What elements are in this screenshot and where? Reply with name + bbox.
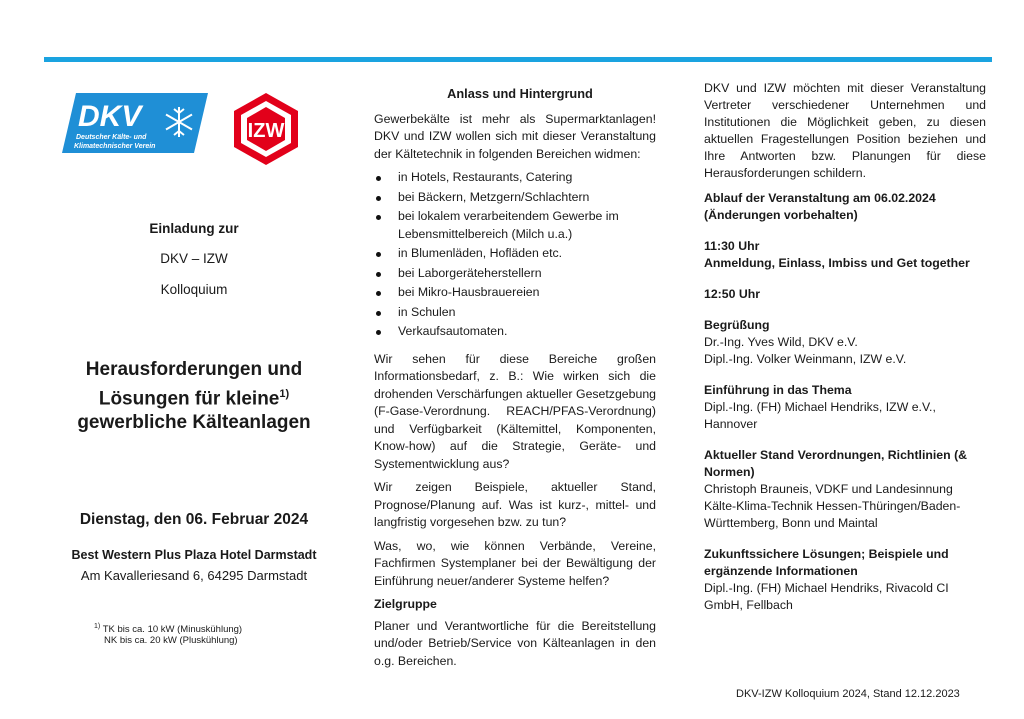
- paragraph-support: Was, wo, wie können Verbände, Vereine, Fachfirmen Systemplaner bei der Bewältigung der Einführung neuer/anderer Systeme helfen?: [374, 538, 656, 588]
- agenda-speaker: Dipl.-Ing. (FH) Michael Hendriks, IZW e.V., Hannover: [704, 400, 936, 431]
- svg-text:DKV: DKV: [78, 100, 142, 133]
- event-address: Am Kavalleriesand 6, 64295 Darmstadt: [80, 568, 308, 583]
- svg-text:Deutscher Kälte- und: Deutscher Kälte- und: [76, 134, 147, 141]
- bullet-icon: [376, 272, 381, 277]
- invitation-event-type: Kolloquium: [160, 282, 228, 297]
- sector-list: [374, 169, 656, 341]
- list-item: Verkaufsautomaten.: [374, 323, 656, 341]
- list-item: in Schulen: [374, 304, 656, 322]
- invitation-title: Einladung zur: [149, 221, 239, 236]
- event-venue: Best Western Plus Plaza Hotel Darmstadt: [71, 548, 317, 562]
- column-right: [704, 80, 986, 628]
- bullet-icon: [376, 311, 381, 316]
- agenda-speaker: Dipl.-Ing. Volker Weinmann, IZW e.V.: [704, 352, 907, 366]
- bullet-icon: [376, 215, 381, 220]
- paragraph-information-need: Wir sehen für diese Bereiche großen Informationsbedarf, z. B.: Wie wirken sich die drohenden Verschärfungen aktueller Gesetzgebung (F-Gase-Verordnung. REACH/PFAS-Verordnung) und Verfügbarkeit (Kältemittel, Komponenten, Know-how) auf die Strategie, Geräte- und Systementwicklung aus?: [374, 351, 656, 471]
- bullet-icon: [376, 252, 381, 257]
- agenda-item-solutions: [704, 546, 986, 614]
- bullet-icon: [376, 291, 381, 296]
- bullet-icon: [376, 176, 381, 181]
- izw-logo: [233, 92, 299, 166]
- event-headline: Herausforderungen und Lösungen für kleine$^{1)}$ gewerbliche Kälteanlagen: [77, 359, 311, 434]
- invitation-organizers: DKV – IZW: [160, 251, 228, 266]
- agenda-item-regulations: [704, 447, 986, 532]
- bullet-icon: [376, 196, 381, 201]
- footnote-line-1: $^{1)}$ TK bis ca. 10 kW (Minuskühlung): [94, 623, 243, 636]
- agenda-speaker: Dipl.-Ing. (FH) Michael Hendriks, Rivacold CI GmbH, Fellbach: [704, 581, 949, 612]
- schedule-time: 12:50 Uhr: [704, 287, 761, 301]
- target-group-heading: Zielgruppe: [374, 597, 437, 611]
- paragraph-examples: Wir zeigen Beispiele, aktueller Stand, Prognose/Planung auf. Was ist kurz-, mittel- und langfristig vorgesehen bzw. zu tun?: [374, 480, 656, 529]
- agenda-item-title: Zukunftssichere Lösungen; Beispiele und ergänzende Informationen: [704, 547, 949, 578]
- bullet-icon: [376, 330, 381, 335]
- list-item: bei Mikro-Hausbrauereien: [374, 284, 656, 302]
- intro-paragraph-right: DKV und IZW möchten mit dieser Veranstaltung Vertreter verschiedener Unternehmen und Institutionen die Möglichkeit geben, zu diesen aktuellen Fragestellungen Position beziehen und Ihre Antworten bzw. Planungen für diese Herausforderungen schildern.: [704, 81, 986, 180]
- schedule-time: 11:30 Uhr: [704, 239, 760, 253]
- top-accent-bar: [44, 57, 992, 62]
- agenda-speaker: Christoph Brauneis, VDKF und Landesinnung Kälte-Klima-Technik Hessen-Thüringen/Baden-Württemberg, Bonn und Maintal: [704, 482, 961, 530]
- section-heading-background: Anlass und Hintergrund: [447, 86, 593, 101]
- dkv-logo: [62, 93, 208, 153]
- agenda-item-introduction: [704, 382, 986, 433]
- list-item: bei Laborgeräteherstellern: [374, 265, 656, 283]
- svg-text:IZW: IZW: [247, 120, 285, 142]
- agenda-speaker: Dr.-Ing. Yves Wild, DKV e.V.: [704, 335, 858, 349]
- schedule-desc: Anmeldung, Einlass, Imbiss und Get together: [704, 256, 970, 270]
- agenda-item-title: Aktueller Stand Verordnungen, Richtlinien (& Normen): [704, 448, 968, 479]
- svg-text:Klimatechnischer Verein: Klimatechnischer Verein: [74, 143, 156, 150]
- column-middle: [374, 85, 656, 676]
- footnote-line-2: NK bis ca. 20 kW (Pluskühlung): [104, 635, 238, 646]
- logo-area: [62, 92, 352, 182]
- list-item: bei lokalem verarbeitendem Gewerbe im Lebensmittelbereich (Milch u.a.): [374, 208, 656, 243]
- schedule-slot-1250: [704, 286, 986, 303]
- schedule-slot-1130: [704, 238, 986, 272]
- agenda-item-welcome: [704, 317, 986, 368]
- agenda-item-title: Einführung in das Thema: [704, 383, 852, 397]
- intro-paragraph: Gewerbekälte ist mehr als Supermarktanlagen! DKV und IZW wollen sich mit dieser Veranstaltung der Kältetechnik in folgenden Bereichen widmen:: [374, 111, 656, 161]
- footer-version: DKV-IZW Kolloquium 2024, Stand 12.12.2023: [736, 688, 960, 700]
- schedule-title: Ablauf der Veranstaltung am 06.02.2024 (Änderungen vorbehalten): [704, 191, 936, 222]
- event-date: Dienstag, den 06. Februar 2024: [79, 511, 309, 528]
- list-item: bei Bäckern, Metzgern/Schlachtern: [374, 189, 656, 207]
- list-item: in Hotels, Restaurants, Catering: [374, 169, 656, 187]
- list-item: in Blumenläden, Hofläden etc.: [374, 245, 656, 263]
- target-group-text: Planer und Verantwortliche für die Bereitstellung und/oder Betrieb/Service von Kälteanlagen in den o.g. Bereichen.: [374, 618, 656, 668]
- agenda-item-title: Begrüßung: [704, 318, 770, 332]
